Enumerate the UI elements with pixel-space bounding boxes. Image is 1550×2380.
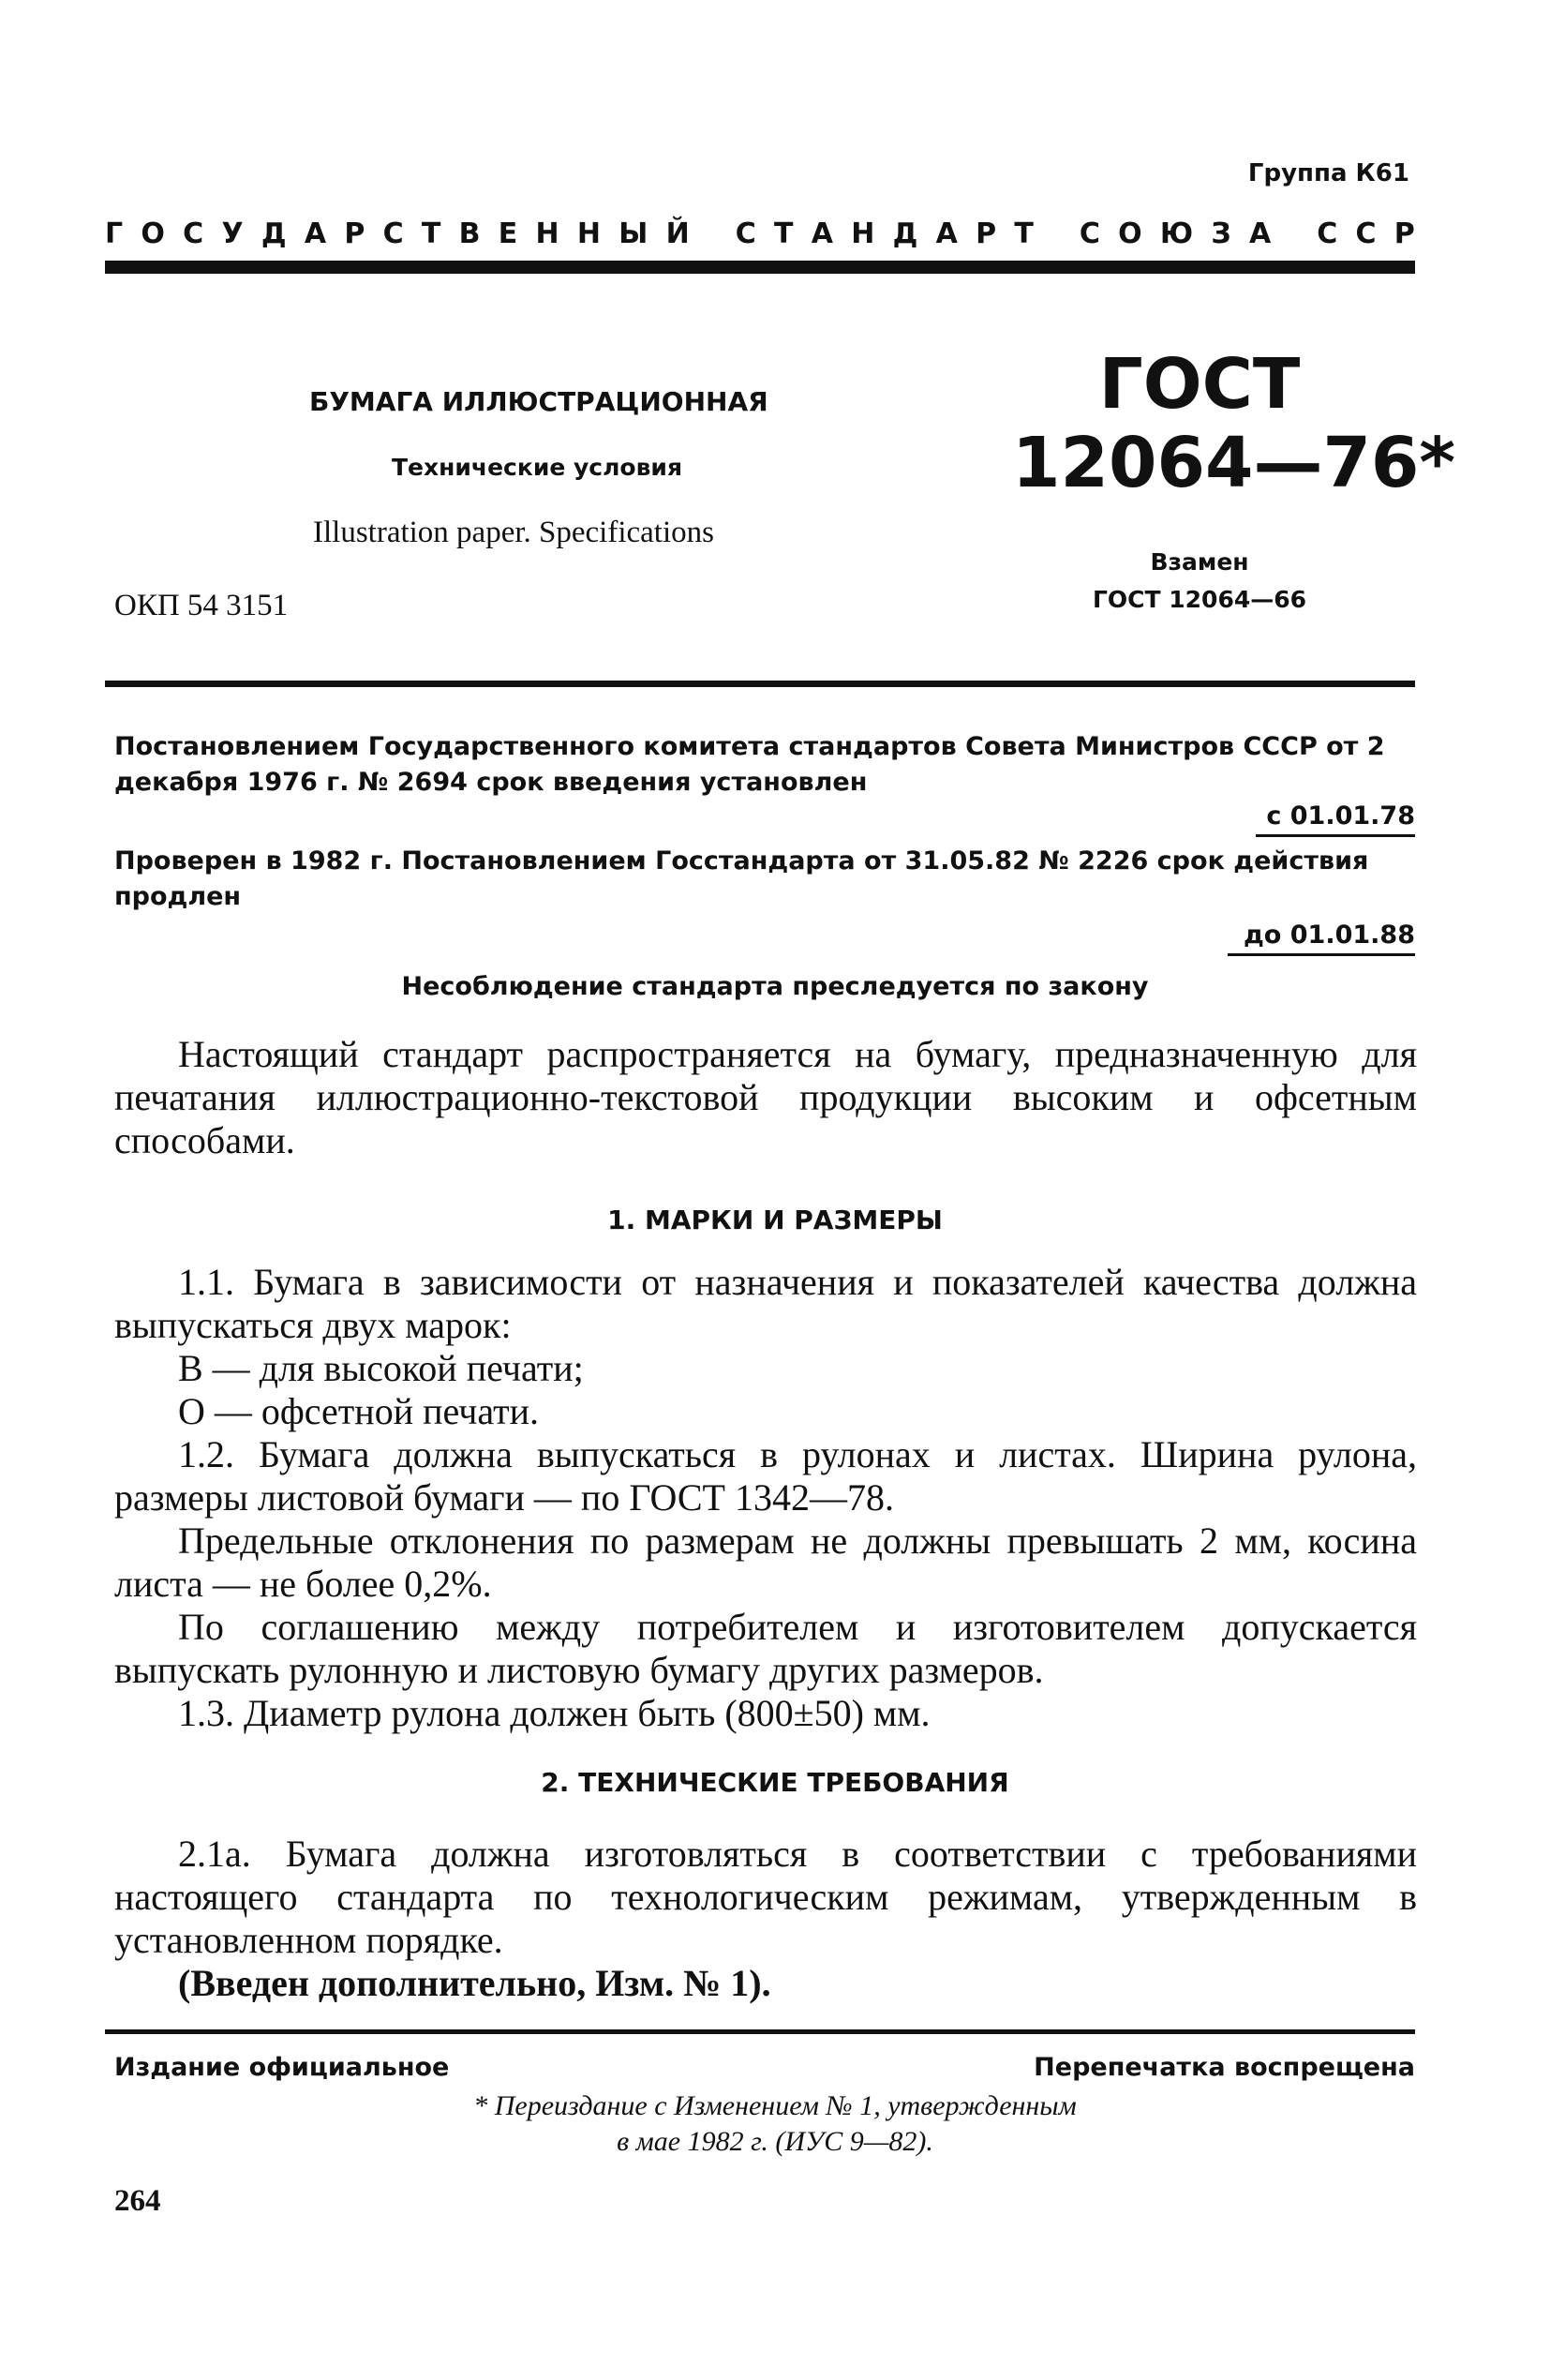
title-rule xyxy=(105,681,1415,687)
paragraph-1-1: 1.1. Бумага в зависимости от назначения и показателей качества должна выпускаться двух марок: xyxy=(114,1261,1417,1346)
paragraph-1-2-agreement: По соглашению между потребителем и изготовителем допускается выпускать рулонную и листовую бумагу других размеров. xyxy=(114,1606,1417,1691)
footnote-line-1: * Переиздание с Изменением № 1, утвержденным xyxy=(473,2090,1077,2121)
decree-text: Постановлением Государственного комитета стандартов Совета Министров СССР от 2 декабря 1976 г. № 2694 срок введения установлен xyxy=(114,732,1385,797)
replaces-label: Взамен xyxy=(1150,548,1249,576)
reprint-prohibited: Перепечатка воспрещена xyxy=(1034,2053,1415,2082)
legal-warning: Несоблюдение стандарта преследуется по закону xyxy=(401,972,1149,1001)
replaces-number: ГОСТ 12064—66 xyxy=(1092,586,1307,613)
effective-date: с 01.01.78 xyxy=(1266,801,1415,831)
paragraph-2-1a: 2.1а. Бумага должна изготовляться в соответствии с требованиями настоящего стандарта по технологическим режимам, утвержденным в установленном порядке. xyxy=(114,1833,1417,1961)
english-title: Illustration paper. Specifications xyxy=(313,516,714,549)
mark-o: О — офсетной печати. xyxy=(178,1390,539,1432)
section-1-heading: 1. МАРКИ И РАЗМЕРЫ xyxy=(607,1205,943,1235)
section-2-heading: 2. ТЕХНИЧЕСКИЕ ТРЕБОВАНИЯ xyxy=(541,1767,1009,1798)
date-underline xyxy=(1256,834,1415,837)
paragraph-1-2: 1.2. Бумага должна выпускаться в рулонах и листах. Ширина рулона, размеры листовой бумаги — по ГОСТ 1342—78. xyxy=(114,1433,1417,1519)
group-code: Группа К61 xyxy=(1247,159,1409,187)
footer-rule xyxy=(105,2029,1415,2034)
review-text: Проверен в 1982 г. Постановлением Госстандарта от 31.05.82 № 2226 срок действия продлен xyxy=(114,846,1369,911)
gost-label: ГОСТ xyxy=(1098,344,1301,425)
replaces-block xyxy=(1012,544,1387,619)
footnote-line-2: в мае 1982 г. (ИУС 9—82). xyxy=(617,2126,933,2157)
paragraph-1-2-tolerances: Предельные отклонения по размерам не должны превышать 2 мм, косина листа — не более 0,2%. xyxy=(114,1519,1417,1605)
state-standard-heading: Г О С У Д А Р С Т В Е Н Н Ы Й С Т А Н Д А Р Т С О Ю З А С С Р xyxy=(105,217,1415,250)
extension-date: до 01.01.88 xyxy=(1244,921,1415,950)
page-number: 264 xyxy=(114,2184,161,2218)
amendment-note: (Введен дополнительно, Изм. № 1). xyxy=(178,1962,771,2004)
document-subtitle: Технические условия xyxy=(392,454,682,481)
paragraph-1-3: 1.3. Диаметр рулона должен быть (800±50) мм. xyxy=(178,1692,931,1734)
mark-b: В — для высокой печати; xyxy=(178,1347,584,1389)
gost-number: 12064—76* xyxy=(1012,423,1456,503)
okp-code: ОКП 54 3151 xyxy=(114,589,289,622)
gost-block xyxy=(1012,344,1456,503)
date-underline xyxy=(1228,953,1415,956)
intro-paragraph: Настоящий стандарт распространяется на бумагу, предназначенную для печатания иллюстрационно-текстовой продукции высоким и офсетным способами. xyxy=(114,1033,1417,1161)
header-rule xyxy=(105,261,1415,274)
document-title: БУМАГА ИЛЛЮСТРАЦИОННАЯ xyxy=(309,386,768,417)
official-edition: Издание официальное xyxy=(114,2053,450,2082)
